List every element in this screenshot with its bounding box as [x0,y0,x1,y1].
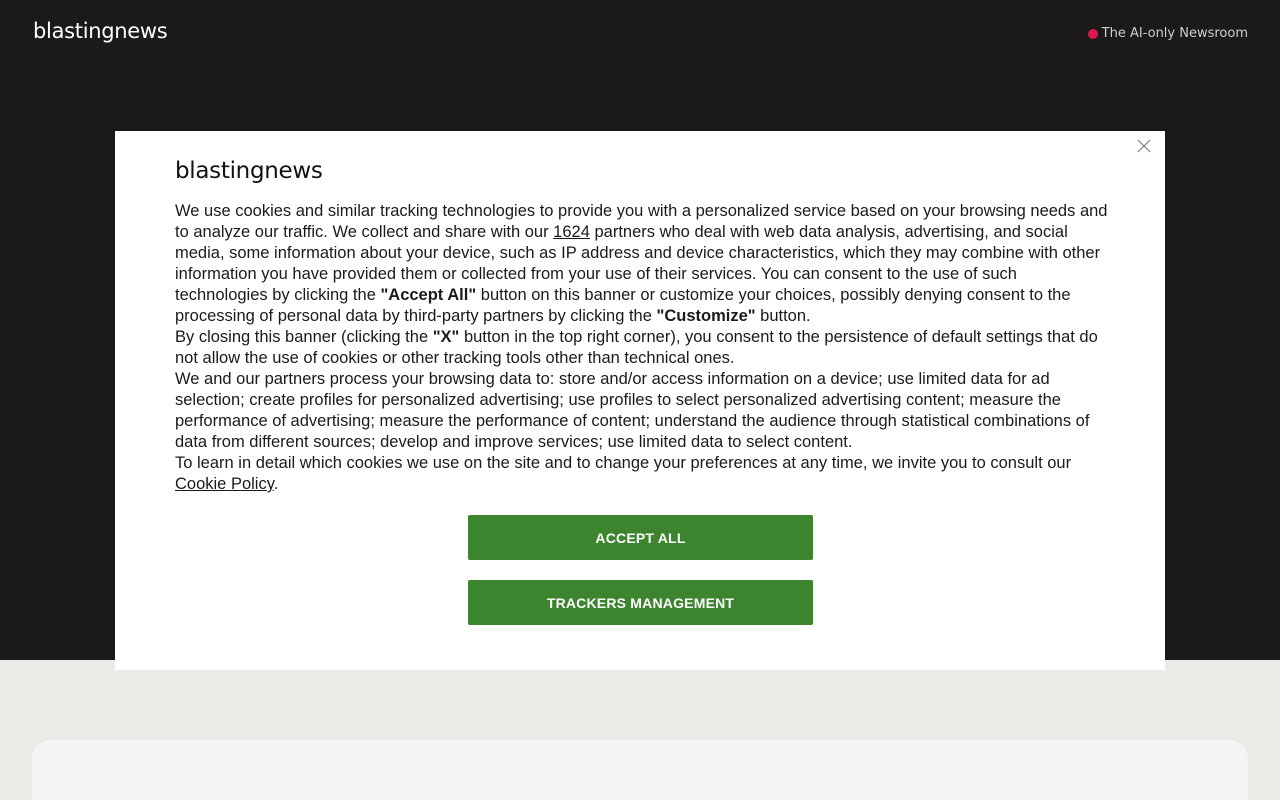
consent-paragraph-4: To learn in detail which cookies we use on the site and to change your preferences at any time, we invite you to consult our Cookie Policy. [175,454,1072,493]
close-button[interactable] [1136,138,1152,154]
consent-paragraph-1: We use cookies and similar tracking technologies to provide you with a personalized service based on your browsing needs and to analyze our traffic. We collect and share with our 1624 partners who deal with web data analysis, advertising, and social media, some information about your device, such as IP address and device characteristics, which they may combine with other information you have provided them or collected from your use of their services. You can consent to the use of such technologies by clicking the "Accept All" button on this banner or customize your choices, possibly denying consent to the processing of personal data by third-party partners by clicking the "Customize" button. [175,202,1108,325]
tagline-text: The AI-only Newsroom [1101,26,1248,41]
consent-text [175,201,1110,495]
tagline-link[interactable] [1088,26,1248,41]
consent-paragraph-3: We and our partners process your browsing data to: store and/or access information on a device; use limited data for ad selection; create profiles for personalized advertising; use profiles to select personalized advertising content; measure the performance of advertising; measure the performance of content; understand the audience through statistical combinations of data from different sources; develop and improve services; use limited data to select content. [175,370,1090,451]
close-icon [1136,138,1152,154]
live-dot-icon [1088,29,1098,39]
site-logo[interactable]: blastingnews [33,19,168,43]
partners-link[interactable]: 1624 [553,223,590,241]
content-card [32,740,1248,800]
cookie-consent-dialog [115,131,1165,670]
consent-logo: blastingnews [175,158,323,184]
cookie-policy-link[interactable]: Cookie Policy [175,475,274,493]
consent-paragraph-2: By closing this banner (clicking the "X" button in the top right corner), you consent to the persistence of default settings that do not allow the use of cookies or other tracking tools other than technical ones. [175,328,1098,367]
trackers-management-button[interactable]: TRACKERS MANAGEMENT [468,580,813,625]
accept-all-button[interactable]: ACCEPT ALL [468,515,813,560]
